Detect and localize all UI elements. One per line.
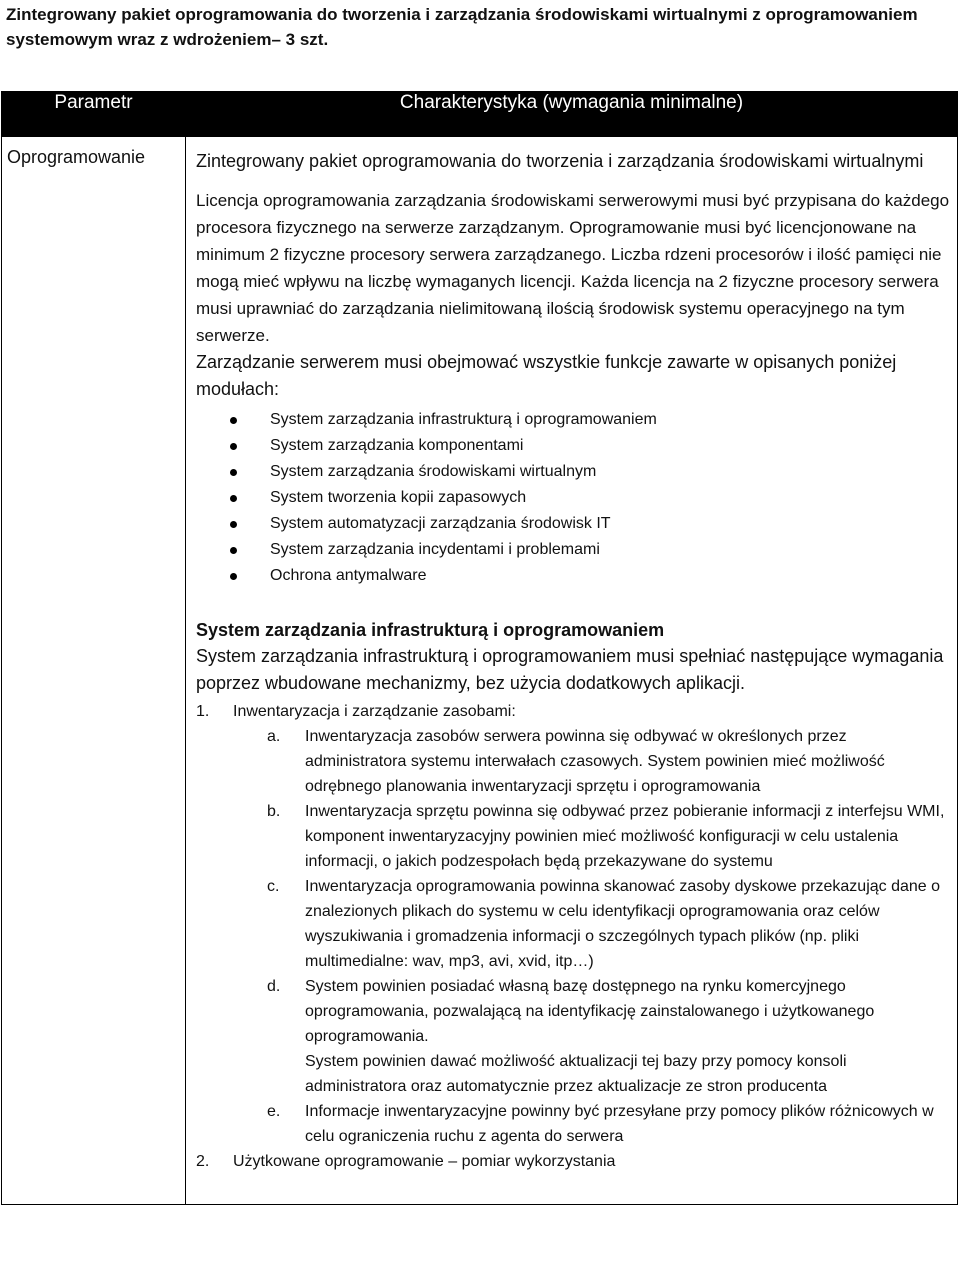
list-item: System zarządzania komponentami bbox=[228, 433, 951, 459]
sub-item-extra: System powinien dawać możliwość aktualizacji tej bazy przy pomocy konsoli administratora oraz automatycznie przez aktualizacje ze stron producenta bbox=[305, 1053, 847, 1095]
spec-cell bbox=[186, 137, 958, 1205]
list-item: System automatyzacji zarządzania środowisk IT bbox=[228, 511, 951, 537]
bullet-icon bbox=[230, 521, 237, 528]
modules-list bbox=[196, 407, 951, 589]
section-title: System zarządzania infrastrukturą i oprogramowaniem bbox=[196, 620, 665, 640]
header-parametr: Parametr bbox=[2, 92, 186, 137]
spec-heading: Zintegrowany pakiet oprogramowania do tworzenia i zarządzania środowiskami wirtualnymi bbox=[196, 151, 924, 171]
sub-list bbox=[233, 724, 951, 1149]
sub-list-item: c. Inwentaryzacja oprogramowania powinna skanować zasoby dyskowe przekazując dane o znalezionych plikach do systemu w celu identyfikacji oprogramowania oraz celów wyszukiwania i gromadzenia informacji o szczególnych typach plików (np. pliki multimedialne: wav, mp3, avi, xvid, itp…) bbox=[267, 878, 941, 970]
item-number: 2. bbox=[196, 1153, 210, 1170]
bullet-icon bbox=[230, 417, 237, 424]
licensing-sentence: Każda licencja na 2 fizyczne procesory serwera musi uprawniać do zarządzania nielimitowaną ilością środowisk systemu operacyjnego na tym serwerze. bbox=[196, 272, 939, 345]
table-row bbox=[2, 137, 958, 1205]
item-text: Inwentaryzacja i zarządzanie zasobami: bbox=[233, 703, 516, 720]
bullet-icon bbox=[230, 547, 237, 554]
param-cell: Oprogramowanie bbox=[2, 137, 186, 1205]
licensing-sentence: Liczba rdzeni procesorów i ilość pamięci nie mogą mieć wpływu na liczbę wymaganych licencji. bbox=[196, 245, 942, 291]
list-item: Ochrona antymalware bbox=[228, 563, 951, 589]
modules-intro: Zarządzanie serwerem musi obejmować wszystkie funkcje zawarte w opisanych poniżej modułach: bbox=[196, 352, 897, 399]
bullet-icon bbox=[230, 495, 237, 502]
licensing-paragraph bbox=[196, 187, 951, 349]
sub-list-item: e. Informacje inwentaryzacyjne powinny być przesyłane przy pomocy plików różnicowych w celu ograniczenia ruchu z agenta do serwera bbox=[267, 1103, 934, 1145]
list-item: System tworzenia kopii zapasowych bbox=[228, 485, 951, 511]
bullet-icon bbox=[230, 573, 237, 580]
licensing-sentence: Licencja oprogramowania zarządzania środowiskami serwerowymi musi być przypisana do każdego procesora fizycznego na serwerze zarządzanym. bbox=[196, 191, 950, 237]
spec-table bbox=[1, 91, 958, 1205]
list-item: System zarządzania incydentami i problemami bbox=[228, 537, 951, 563]
list-item: System zarządzania infrastrukturą i oprogramowaniem bbox=[228, 407, 951, 433]
licensing-sentence: Oprogramowanie musi być licencjonowane na minimum 2 fizyczne procesory serwera zarządzanego. bbox=[196, 218, 917, 264]
sub-list-item: a. Inwentaryzacja zasobów serwera powinna się odbywać w określonych przez administratora systemu interwałach czasowych. System powinien mieć możliwość odrębnego planowania inwentaryzacji sprzętu i oprogramowania bbox=[267, 728, 885, 795]
table-header-row bbox=[2, 92, 958, 137]
document-title: Zintegrowany pakiet oprogramowania do tworzenia i zarządzania środowiskami wirtualnymi z oprogramowaniem systemowym wraz z wdrożeniem– 3 szt. bbox=[6, 5, 918, 49]
list-item: System zarządzania środowiskami wirtualnym bbox=[228, 459, 951, 485]
section-description: System zarządzania infrastrukturą i oprogramowaniem musi spełniać następujące wymagania poprzez wbudowane mechanizmy, bez użycia dodatkowych aplikacji. bbox=[196, 646, 944, 693]
header-charakterystyka: Charakterystyka (wymagania minimalne) bbox=[186, 92, 958, 137]
item-text: Użytkowane oprogramowanie – pomiar wykorzystania bbox=[233, 1153, 616, 1170]
bullet-icon bbox=[230, 469, 237, 476]
list-item bbox=[196, 1149, 951, 1174]
sub-list-item: b. Inwentaryzacja sprzętu powinna się odbywać przez pobieranie informacji z interfejsu WMI, komponent inwentaryzacyjny powinien mieć możliwość konfiguracji w celu ustalenia informacji, o jakich podzespołach będą przekazywane do systemu bbox=[267, 803, 945, 870]
bullet-icon bbox=[230, 443, 237, 450]
sub-list-item: d. System powinien posiadać własną bazę dostępnego na rynku komercyjnego oprogramowania, pozwalającą na identyfikację zainstalowanego i użytkowanego oprogramowania. System powinien dawać możliwość aktualizacji tej bazy przy pomocy konsoli administratora oraz automatycznie przez aktualizacje ze stron producenta bbox=[267, 978, 875, 1095]
list-item bbox=[196, 699, 951, 1149]
item-number: 1. bbox=[196, 703, 210, 720]
requirements-list bbox=[196, 699, 951, 1174]
